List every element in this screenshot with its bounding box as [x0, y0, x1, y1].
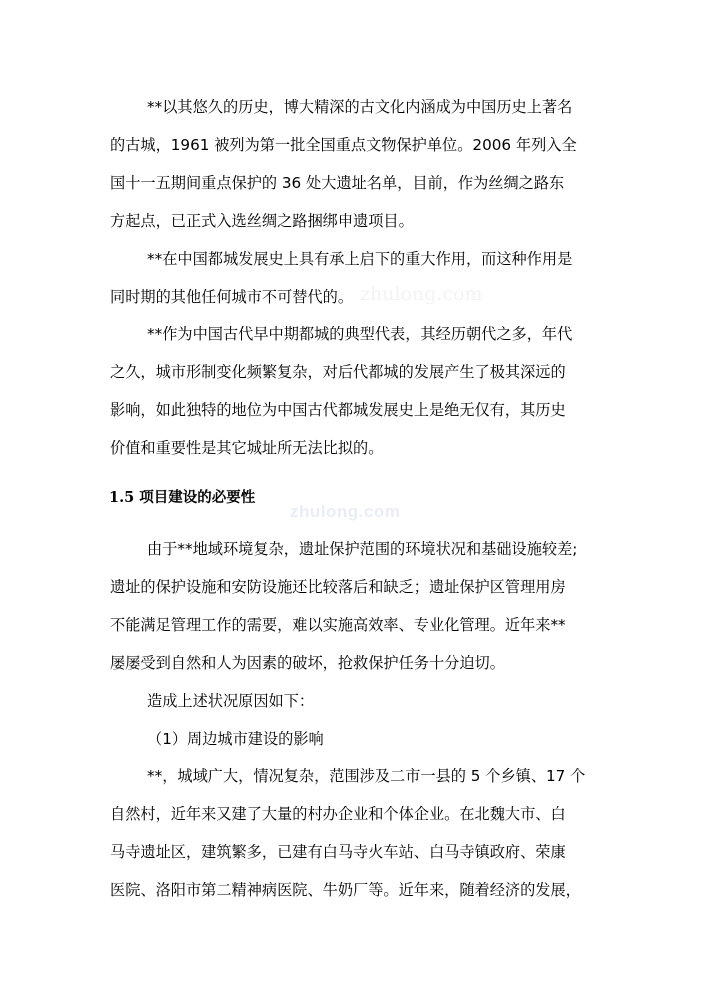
list-item-heading: （1）周边城市建设的影响 [147, 730, 324, 748]
text-line: 医院、洛阳市第二精神病医院、牛奶厂等。近年来，随着经济的发展， [110, 881, 581, 899]
text-line: 同时期的其他任何城市不可替代的。 [110, 288, 353, 306]
text-line: 遗址的保护设施和安防设施还比较落后和缺乏；遗址保护区管理用房 [110, 578, 566, 596]
text-line: 由于**地域环境复杂，遗址保护范围的环境状况和基础设施较差; [147, 540, 578, 558]
text-line: 影响，如此独特的地位为中国古代都城发展史上是绝无仅有，其历史 [110, 401, 566, 419]
text-line: 不能满足管理工作的需要，难以实施高效率、专业化管理。近年来** [110, 616, 566, 634]
text-line: 国十一五期间重点保护的 36 处大遗址名单，目前，作为丝绸之路东 [110, 174, 565, 192]
text-line: 自然村，近年来又建了大量的村办企业和个体企业。在北魏大市、白 [110, 805, 566, 823]
text-line: **在中国都城发展史上具有承上启下的重大作用，而这种作用是 [147, 250, 573, 268]
text-line: 造成上述状况原因如下： [147, 692, 315, 710]
text-line: **作为中国古代早中期都城的典型代表，其经历朝代之多，年代 [147, 325, 573, 343]
text-line: **，城域广大，情况复杂，范围涉及二市一县的 5 个乡镇、17 个 [147, 767, 586, 785]
text-line: 价值和重要性是其它城址所无法比拟的。 [110, 439, 384, 457]
text-line: 的古城，1961 被列为第一批全国重点文物保护单位。2006 年列入全 [110, 136, 577, 154]
section-heading: 1.5 项目建设的必要性 [109, 489, 256, 506]
text-line: 之久，城市形制变化频繁复杂，对后代都城的发展产生了极其深远的 [110, 363, 566, 381]
watermark-site: zhulong.com [290, 502, 401, 521]
text-line: 马寺遗址区，建筑繁多，已建有白马寺火车站、白马寺镇政府、荣康 [110, 843, 566, 861]
text-line: **以其悠久的历史，博大精深的古文化内涵成为中国历史上著名 [147, 98, 573, 116]
text-line: 方起点，已正式入选丝绸之路捆绑申遗项目。 [110, 212, 414, 230]
text-line: 屡屡受到自然和人为因素的破坏，抢救保护任务十分迫切。 [110, 654, 505, 672]
watermark-top: zhulong.com [360, 283, 483, 305]
